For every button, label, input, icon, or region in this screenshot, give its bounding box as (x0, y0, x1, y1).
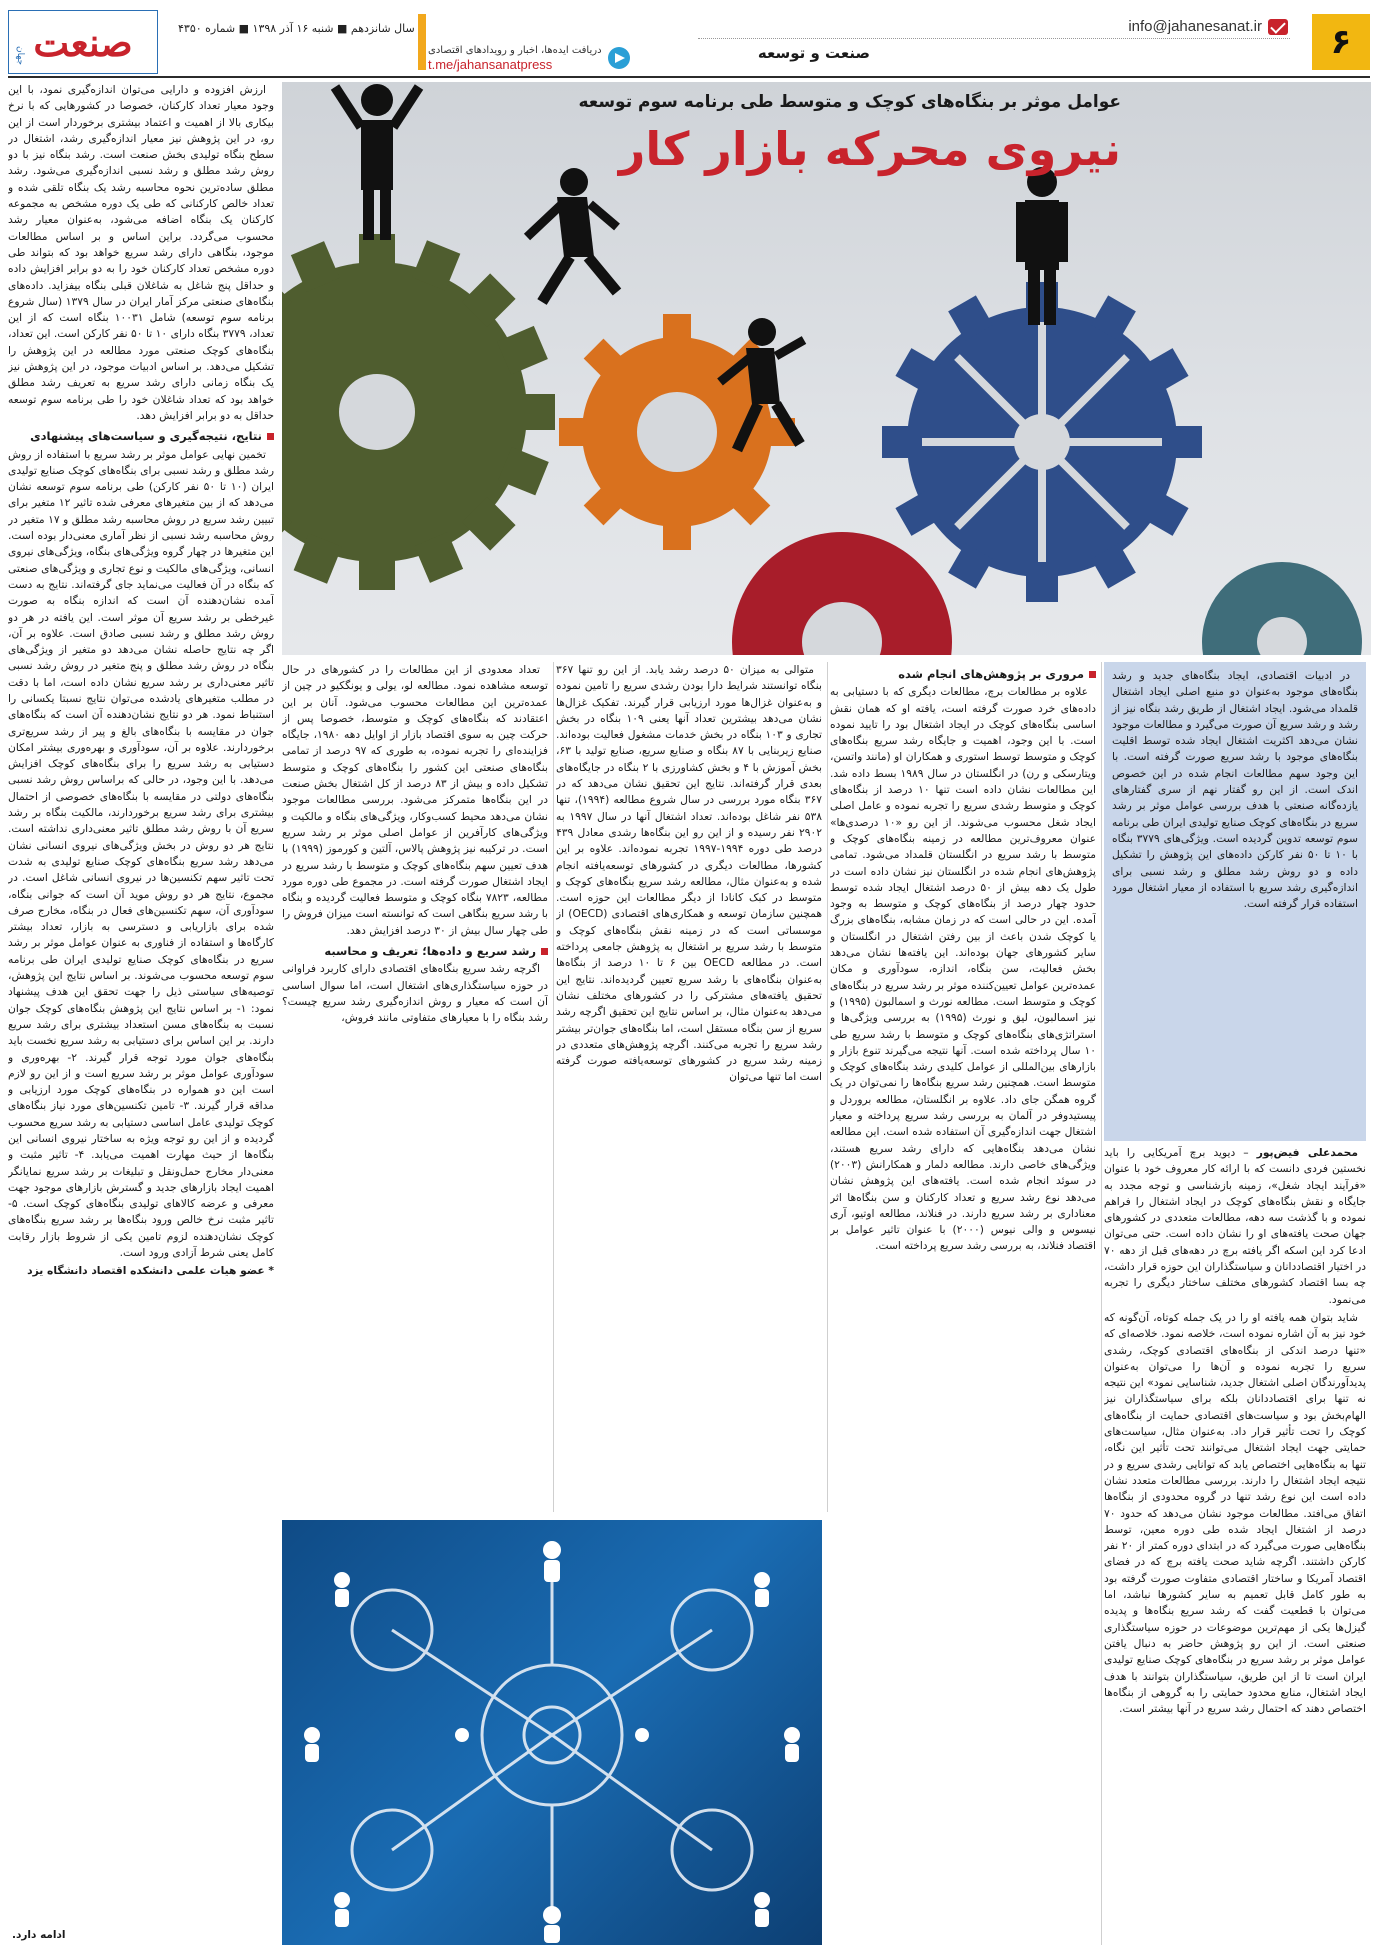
logo-subtext: جهان (15, 45, 25, 65)
column-divider (1101, 662, 1102, 1945)
column-4-text: تعداد معدودی از این مطالعات را در کشورهای در حال توسعه مشاهده نمود. مطالعه لو، یولی و یونگکیو در چین از عمده‌ترین این مطالعات محسوب می‌شود. آنان بر این اعتقادند که بنگاه‌های کوچک و متوسط، خصوصا پس از حرکت چین به سوی اقتصاد بازار از اوایل دهه ۱۹۸۰، جایگاه فزاینده‌ای را تجربه نموده، به طوری که ۹۷ درصد از تمامی بنگاه‌های صنعتی این کشور را بنگاه‌های کوچک و متوسط تشکیل داده و بیش از ۸۳ درصد از کل اشتغال بخش صنعت در این بنگاه‌ها متمرکز می‌شود. بررسی مطالعات موجود نشان می‌دهد محیط کسب‌وکار، ویژگی‌های بنگاه و مالکیت و ویژگی‌های کارآفرین از عوامل اصلی موثر بر رشد سریع است. در ترکیبه نیز پژوهش پالاس، آلتین و کورموز (۱۹۹۹) با هدف تعیین سهم بنگاه‌های کوچک و متوسط با رشد سریع در ایجاد اشتغال صورت گرفته است. در مجموع طی دوره مورد مطالعه، ۷۸۲۳ بنگاه کوچک و متوسط فعالیت گردیده و بنگاه با رشد سریع بنگاهی است که توانسته است میزان فروش را طی چهار سال بیش از ۳۰ درصد افزایش دهد. (282, 663, 548, 937)
person-icon (527, 168, 617, 302)
header-divider (698, 38, 1290, 39)
email-contact[interactable] (1128, 18, 1288, 35)
article-headline: نیروی محرکه بازار کار (618, 122, 1121, 176)
people-gears-network (282, 1520, 822, 1945)
column-4 (282, 662, 548, 1512)
network-illustration (282, 1520, 822, 1945)
article-kicker: عوامل موثر بر بنگاه‌های کوچک و متوسط طی برنامه سوم توسعه (578, 92, 1121, 112)
gear-icon (732, 532, 952, 655)
section-title: صنعت و توسعه (757, 44, 870, 62)
page-number: ۶ (1312, 14, 1370, 70)
column-4b-text: اگرچه رشد سریع بنگاه‌های اقتصادی دارای کاربرد فراوانی در حوزه سیاستگذاری‌های اشتغال است، اما سوال اساسی آن است که معیار و روش اندازه‌گیری رشد سریع چیست؟ رشد بنگاه را با معیارهای متفاوتی مانند فروش، (282, 962, 548, 1025)
column-left-text-a: ارزش افزوده و دارایی می‌توان اندازه‌گیری نمود، با این وجود معیار تعداد کارکنان، خصوصا در کشورهایی که با نرخ بیکاری بالا از اهمیت و اعتماد بیشتری برخوردار است از این رو، در این پژوهش نیز معیار اندازه‌گیری رشد، اشتغال در سطح بنگاه تولیدی بخش صنعت است. رشد بنگاه نیز با دو روش رشد مطلق و رشد نسبی اندازه‌گیری می‌شود. رشد مطلق ساده‌ترین نحوه محاسبه رشد یک بنگاه تلقی شده و تعداد خالص کارکنانی که طی یک دوره مشخص به مجموعه کارکنان یک بنگاه اضافه می‌شود، به‌عنوان معیار رشد محسوب می‌گردد. براین اساس و بر اساس مطالعات موجود، بنگاهی دارای رشد سریع خواهد بود که بتواند طی دوره مشخص تعداد کارکنان خود را به دو برابر افزایش داده و حداقل پنج شاغل به شاغلان قبلی بنگاه بیفزاید. داده‌های بنگاه‌های صنعتی مرکز آمار ایران در سال ۱۳۷۹ (سال شروع برنامه سوم توسعه) شامل ۱۰۰۳۱ بنگاه است که از این تعداد، ۳۷۷۹ بنگاه دارای ۱۰ تا ۵۰ نفر کارکن است. این تعداد، بنگاه‌های کوچک صنعتی مورد مطالعه در این پژوهش را تشکیل می‌دهد. بر اساس ادبیات موجود، در این پژوهش نیز یک بنگاه زمانی دارای رشد سریع به تعریف رشد مطلق خواهد بود که تعداد شاغلان خود را طی برنامه سوم توسعه حداقل به دو برابر افزایش دهد. (8, 83, 274, 422)
continued-note: ادامه دارد. (12, 1929, 66, 1941)
page-header (8, 8, 1370, 78)
email-text[interactable]: info@jahanesanat.ir (1128, 18, 1262, 35)
column-1: محمدعلی فیض‌پور – دیوید برچ آمریکایی را باید نخستین فردی دانست که با ارائه کار معروف خود با عنوان «فرآیند ایجاد شغل»، زمینه بازشناسی و توجه مجدد به جایگاه و نقش بنگاه‌های کوچک در ایجاد اشتغال را فراهم نموده و با گذشت سه دهه، مطالعات متعددی در کشورهای جهان صحت یافته‌های او را نشان داده است. حتی می‌توان ادعا کرد این اسکه اگر یافته برچ در دهه‌های قبل از دهه ۷۰ در اختیار اقتصاددانان و سیاستگذاران این حوزه قرار داشت، چه بسا اقتصاد کشورهای مختلف ساختار دیگری را تجربه می‌نمود. شاید بتوان همه یافته او را در یک جمله کوتاه، آن‌گونه که خود نیز به آن اشاره نموده است، خلاصه نمود. خلاصه‌ای که «تنها درصد اندکی از بنگاه‌های اقتصادی کوچک، رشدی سریع را تجربه نموده و آن‌ها را می‌توان به‌عنوان پدیدآورندگان اصلی اشتغال جدید، شناسایی نمود» این نتیجه نه تنها برای اقتصاددانان بلکه برای سیاستگذاران نیز الهام‌بخش بود و سیاست‌های اقتصادی حمایت از بنگاه‌های کوچک را تحت تأثیر قرار داد. به‌عنوان مثال، سیاست‌های حمایتی جهت ایجاد اشتغال می‌توانند تحت تأثیر این نگاه، تنها به بنگاه‌هایی اختصاص یابد که توانایی رشدی سریع و در نتیجه ایجاد اشتغال را دارند. بررسی مطالعات متعدد نشان داده است این نوع رشد تنها در گروه محدودی از بنگاه‌ها اتفاق می‌افتد. مطالعات موجود نشان می‌دهد که حدود ۷۰ درصد از اشتغال ایجاد شده طی دوره معین، توسط بنگاه‌هایی صورت می‌گیرد که در ابتدای دوره کمتر از ۲۰ نفر کارکن داشتند. اگرچه شاید صحت یافته برچ که در فضای اقتصاد آمریکا و ساختار اقتصادی متفاوت صورت گرفته بود به طور کامل قابل تعمیم به سایر کشورها نباشد، اما می‌توان با قطعیت گفت که رشد سریع بنگاه‌ها و پدیده گیزل‌ها یکی از مهم‌ترین موضوعات در حوزه سیاستگذاری صنعتی است. از این رو پژوهش حاضر به دنبال یافتن عوامل موثر بر رشد سریع در بنگاه‌های کوچک صنایع تولیدی ایران است تا از این طریق، سیاستگذاران بتوانند با هدف ایجاد اشتغال، منابع محدود حمایتی را به گروهی از بنگاه‌ها اختصاص دهند که احتمال رشد سریع در آنها بیشتر است. (1104, 1145, 1366, 1945)
column-3-text: متوالی به میزان ۵۰ درصد رشد یابد. از این رو تنها ۳۶۷ بنگاه توانستند شرایط دارا بودن رشدی سریع را تامین نموده و به‌عنوان غزال‌ها مورد ارزیابی قرار گیرند. تفکیک غزال‌ها نشان می‌دهد بیشترین تعداد آنها یعنی ۱۰۹ بنگاه در بخش تجاری و ۱۰۳ بنگاه در بخش خدمات مشغول فعالیت بوده‌اند. صنایع زیربنایی با ۸۷ بنگاه و صنایع سریع، صنایع تولید با ۶۳، بخش آموزش با ۴ و بخش کشاورزی با ۲ بنگاه در جایگاه‌های بعدی قرار گرفته‌اند. نتایج این تحقیق نشان می‌دهد که در ۳۶۷ بنگاه مورد بررسی در سال شروع مطالعه (۱۹۹۴)، تنها ۵۳۸ نفر شاغل بوده‌اند. تعداد اشتغال آنها در سال ۱۹۹۷ به ۲۹۰۲ نفر رسیده و از این رو این بنگاه‌ها رشدی معادل ۴۳۹ درصد طی دوره ۱۹۹۴-۱۹۹۷ تجربه نموده‌اند. علاوه بر این کشورها، مطالعات دیگری در کشورهای توسعه‌یافته انجام شده و به‌عنوان مثال، مطالعه رشد سریع بنگاه‌های کوچک و متوسط در کبک کانادا از دیگر مطالعات این حوزه است. همچنین سازمان توسعه و همکاری‌های اقتصادی (OECD) از موسساتی است که در زمینه نقش بنگاه‌های کوچک و متوسط با رشد سریع بر اشتغال به پژوهش جامعی پرداخته است. در مطالعه OECD بین ۶ تا ۱۰ درصد از بنگاه‌ها به‌عنوان بنگاه‌های با رشد سریع تعیین گردیده‌اند. نتایج این تحقیق یافته‌های مشترکی را در کشورهای مختلف نشان می‌دهد به‌عنوان مثال، بر اساس نتایج این تحقیق اگرچه رشد سریع از سن بنگاه مستقل است، اما بنگاه‌های جوان‌تر بیشتر رشد سریع را تجربه می‌کنند. اگرچه پژوهش‌های متعددی در زمینه رشد سریع در کشورهای توسعه‌یافته صورت گرفته است اما تنها می‌توان (556, 663, 822, 1084)
red-square-icon (267, 433, 274, 440)
column-3 (556, 662, 822, 1512)
intro-paragraph: در ادبیات اقتصادی، ایجاد بنگاه‌های جدید و رشد بنگاه‌های موجود به‌عنوان دو منبع اصلی ایجاد اشتغال قلمداد می‌شود. ایجاد اشتغال از طریق رشد بنگاه نیز از رشد و رشد سریع آن صورت می‌گیرد و مطالعات موجود نشان می‌دهد اکثریت اشتغال ایجاد شده توسط اقلیت بنگاه‌های موجود با رشد سریع صورت گرفته است. با این وجود سهم مطالعات انجام شده در این خصوص اندک است. از این رو گفتار نهم از سری گفتارهای یازده‌گانه صنعتی با هدف بررسی عوامل موثر بر رشد سریع در بنگاه‌های کوچک صنایع تولیدی ایران طی برنامه سوم توسعه تدوین گردیده است. ویژگی‌های ۳۷۷۹ بنگاه با ۱۰ تا ۵۰ نفر کارکن داده‌های این پژوهش را تشکیل داده و دو روش رشد مطلق و رشد نسبی برای اندازه‌گیری رشد سریع با استفاده از معیار اشتغال مورد استفاده قرار گرفته است. (1112, 669, 1358, 911)
column-left (8, 82, 274, 1944)
issue-info: سال شانزدهم ■ شنبه ۱۶ آذر ۱۳۹۸ ■ شماره ۴۳۵۰ (178, 22, 415, 35)
intro-box (1104, 662, 1366, 1141)
telegram-promo[interactable] (428, 44, 630, 72)
author-name: محمدعلی فیض‌پور (1256, 1146, 1358, 1159)
subheading-results: نتایج، نتیجه‌گیری و سیاست‌های پیشنهادی (8, 428, 274, 444)
telegram-caption: دریافت ایده‌ها، اخبار و رویدادهای اقتصادی (428, 45, 602, 56)
subheading-method: رشد سریع و داده‌ها؛ تعریف و محاسبه (282, 943, 548, 959)
red-square-icon (1089, 671, 1096, 678)
red-square-icon (541, 948, 548, 955)
telegram-link[interactable]: t.me/jahansanatpress (428, 57, 553, 72)
column-left-text-b: تخمین نهایی عوامل موثر بر رشد سریع با استفاده از روش رشد مطلق و رشد نسبی برای بنگاه‌های کوچک صنایع تولیدی ایران (۱۰ تا ۵۰ نفر کارکن) طی برنامه سوم توسعه نشان می‌دهد که از بین متغیرهای معرفی شده تاثیر ۱۲ متغیر برای تبیین رشد سریع در روش محاسبه رشد مطلق و ۱۷ متغیر در روش محاسبه رشد نسبی از نظر آماری معنی‌دار بوده است. این متغیرها در چهار گروه ویژگی‌های بنگاه، ویژگی‌های نیروی انسانی، ویژگی‌های مالکیت و نوع تجاری و ویژگی‌های صنعتی که بنگاه در آن فعالیت می‌نماید جای گرفته‌اند. نتایج به دست آمده نشان‌دهنده آن است که اندازه بنگاه به صورت غیرخطی بر رشد سریع آن موثر است. این یافته در هر دو روش رشد مطلق و رشد نسبی صادق است. علاوه بر آن، اگر چه نتایج حاصله نشان می‌دهد دو متغیر از ویژگی‌های بنگاه در روش رشد مطلق و پنج متغیر در روش رشد نسبی تاثیر معنی‌داری بر رشد سریع نشان داده است، اما با دقت در مطلب متغیرهای یادشده می‌توان نتایج نسبتا یکسانی را استنباط نمود. هر دو نتایج نشان‌دهنده آن است که بنگاه‌های جوان در مقایسه با بنگاه‌های بالغ و پیر از رشد سریع‌تری برخوردارند. علاوه بر آن، سودآوری و بهره‌وری بیشتر امکان دستیابی به رشد سریع را برای بنگاه‌های کوچک افزایش می‌دهد. با این وجود، در حالی که براساس روش رشد نسبی بنگاه‌های دولتی در مقایسه با بنگاه‌های خصوصی از احتمال بیشتری برای رشد سریع برخوردارند، مالکیت بنگاه بر رشد سریع آن با روش رشد مطلق تاثیر معنی‌داری نداشته است. نتایج هر دو روش در بخش ویژگی‌های نیروی انسانی نشان می‌دهد رشد سریع بنگاه‌های کوچک صنایع تولیدی به شدت تحت تاثیر سهم تکنسین‌ها در نیروی انسانی شاغل است. در مجموع، نتایج هر دو روش موید آن است که جوانی بنگاه، سودآوری آن، سهم تکنسین‌های فعال در بنگاه، مخارج صرف شده برای بازاریابی و دسترسی به بازار، تعداد بیشتر کارگاه‌ها و استفاده از فناوری به عنوان عوامل موثر بر رشد سریع در بنگاه‌های کوچک صنایع تولیدی ایران طی برنامه سوم توسعه محسوب می‌شوند. بر اساس نتایج این پژوهش، توصیه‌های سیاستی ذیل را جهت تحقق این هدف پیشنهاد نمود: ۱- بر اساس نتایج این پژوهش بنگاه‌های کوچک جوان نسبت به بنگاه‌های مسن استعداد بیشتری برای رشد سریع دارند. بر این اساس برای دستیابی به رشد سریع نخست باید بنگاه‌های جوان مورد توجه قرار گیرند. ۲- بهره‌وری و سودآوری عوامل موثر بر رشد سریع است و از این رو لازم است این دو همواره در بنگاه‌های کوچک مورد ارزیابی و مداقه قرار گیرند. ۳- تامین تکنسین‌های مورد نیاز بنگاه‌های کوچک تولیدی عامل اساسی دستیابی به رشد سریع محسوب گردیده و از این رو توجه ویژه به ساختار نیروی انسانی این بنگاه‌ها از حیث مهارت اهمیت می‌یابد. ۴- تاثیر مثبت و معنی‌دار مخارج حمل‌ونقل و تبلیغات بر رشد سریع نمایانگر اهمیت ایجاد بازارهای جدید و گسترش بازارهای موجود جهت معرفی و عرضه کالاهای تولیدی بنگاه‌های کوچک است. ۵- تاثیر مثبت نرخ خالص ورود بنگاه‌ها بر رشد سریع بنگاه‌های کوچک نشان‌دهنده لزوم تامین یکی از شروط بازار رقابت کامل یعنی شرط آزادی ورود است. (8, 447, 274, 1260)
subheading-review: مروری بر پژوهش‌های انجام شده (830, 666, 1096, 682)
hero-illustration (282, 82, 1371, 655)
logo-wordmark: صنعت (33, 19, 133, 65)
column-1-text: شاید بتوان همه یافته او را در یک جمله کوتاه، آن‌گونه که خود نیز به آن اشاره نموده است، خلاصه نمود. خلاصه‌ای که «تنها درصد اندکی از بنگاه‌های اقتصادی کوچک، رشدی سریع را تجربه نموده و آن‌ها را می‌توان به‌عنوان پدیدآورندگان اصلی اشتغال جدید، شناسایی نمود» این نتیجه نه تنها برای اقتصاددانان بلکه برای سیاستگذاران نیز الهام‌بخش بود و سیاست‌های اقتصادی حمایت از بنگاه‌های کوچک را تحت تأثیر قرار داد. به‌عنوان مثال، سیاست‌های حمایتی جهت ایجاد اشتغال می‌توانند تحت تأثیر این نگاه، تنها به بنگاه‌هایی اختصاص یابد که توانایی رشدی سریع و در نتیجه ایجاد اشتغال را دارند. بررسی مطالعات متعدد نشان داده است این نوع رشد تنها در گروه محدودی از بنگاه‌ها اتفاق می‌افتد. مطالعات موجود نشان می‌دهد که حدود ۷۰ درصد از اشتغال ایجاد شده طی دوره معین، توسط بنگاه‌هایی صورت می‌گیرد که در ابتدای دوره کمتر از ۲۰ نفر کارکن داشتند. اگرچه شاید صحت یافته برچ که در فضای اقتصاد آمریکا و ساختار اقتصادی متفاوت صورت گرفته بود به طور کامل قابل تعمیم به سایر کشورها نباشد، اما می‌توان با قطعیت گفت که رشد سریع بنگاه‌ها و پدیده گیزل‌ها یکی از مهم‌ترین موضوعات در حوزه سیاستگذاری صنعتی است. از این رو پژوهش حاضر به دنبال یافتن عوامل موثر بر رشد سریع در بنگاه‌های کوچک صنایع تولیدی ایران است تا از این طریق، سیاستگذاران بتوانند با هدف ایجاد اشتغال، منابع محدود حمایتی را به گروهی از بنگاه‌ها اختصاص دهند که احتمال رشد سریع در آنها بیشتر است. (1104, 1310, 1366, 1716)
article-lead-text: دیوید برچ آمریکایی را باید نخستین فردی دانست که با ارائه کار معروف خود با عنوان «فرآیند ایجاد شغل»، زمینه بازشناسی و توجه مجدد به جایگاه و نقش بنگاه‌های کوچک در ایجاد اشتغال را فراهم نموده و با گذشت سه دهه، مطالعات متعددی در کشورهای جهان صحت یافته‌های او را نشان داده است. حتی می‌توان ادعا کرد این اسکه اگر یافته برچ در دهه‌های قبل از دهه ۷۰ در اختیار اقتصاددانان و سیاستگذاران این حوزه قرار داشت، چه بسا اقتصاد کشورهای مختلف ساختار دیگری را تجربه می‌نمود. (1104, 1146, 1366, 1306)
masthead-accent-bar (418, 14, 426, 70)
column-divider (827, 662, 828, 1512)
telegram-icon (608, 47, 630, 69)
gear-icon (282, 234, 555, 590)
gear-icon (1202, 562, 1362, 655)
newspaper-logo[interactable] (8, 10, 158, 74)
person-icon (335, 84, 419, 240)
envelope-icon (1268, 19, 1288, 35)
column-2-text: علاوه بر مطالعات برچ، مطالعات دیگری که با دستیابی به داده‌های خرد صورت گرفته است، یافته او که همان نقش اساسی بنگاه‌های کوچک در ایجاد اشتغال بود را تایید نموده است. با این وجود، اهمیت و جایگاه رشد سریع بنگاه‌های کوچک و متوسط توسط استوری و همکاران او (مانند واتسن، ویتارسکی و رن) در انگلستان در سال ۱۹۸۹ بسط داده شد. این مطالعات نشان داده است تنها ۱۰ درصد از بنگاه‌های کوچک و متوسط رشدی سریع را تجربه نموده و عامل اصلی ایجاد شغل محسوب می‌شوند. از این رو «۱۰ درصدی‌ها» عنوان معروف‌ترین مطالعه در زمینه بنگاه‌های کوچک و متوسط با رشد سریع در انگلستان قلمداد می‌شود. تمامی پژوهش‌های انجام شده در انگلستان نیز نشان داده است در طول یک دهه بیش از ۵۰ درصد اشتغال ایجاد شده توسط حدود چهار درصد از بنگاه‌های کوچک و متوسط به وجود آمده. این در حالی است که در زمان مشابه، بنگاه‌های بزرگ یا کوچک شدن باعث از بین رفتن اشتغال در انگلستان و سایر کشورهای جهان بوده‌اند. این یافته‌ها نشان می‌دهد بخش فعالیت، سن بنگاه، اندازه، سودآوری و مکان عمده‌ترین عوامل تعیین‌کننده موثر بر رشد سریع در بنگاه‌های کوچک و متوسط است. مطالعه نورث و اسمالبون (۱۹۹۵) و نیز اسمالبون، لیق و نورث (۱۹۹۵) به بررسی ویژگی‌ها و استراتژی‌های بنگاه‌های کوچک و متوسط با رشد سریع طی ۱۰ سال پرداخته شده است. آنها نتیجه می‌گیرند تنوع بازار و بازارهای بین‌المللی از عوامل کلیدی رشد بنگاه‌های کوچک و متوسط است. همچنین رشد سریع بنگاه‌ها را نمی‌توان در یک گروه همگن جای داد. علاوه بر انگلستان، مطالعه بروردل و پیستیدوفر در آلمان به بررسی رشد سریع پرداخته و معیار اشتغال جهت اندازه‌گیری آن استفاده شده است. این مطالعه نشان می‌دهد بنگاه‌هایی که دارای رشد سریع هستند، ویژگی‌های خاصی دارند. مطالعه دلمار و همکارانش (۲۰۰۳) در سوئد انجام شده است. یافته‌های این پژوهش نشان می‌دهد نوع رشد سریع و تعداد کارکنان و سن بنگاه‌ها اثر معناداری بر رشد سریع دارند. در فنلاند، مطالعه اوتیو، آری نیسوس و والی نیوس (۲۰۰۰) با عنوان تاثیر عوامل بر اقتصاد فنلاند، به بررسی رشد سریع پرداخته است. (830, 685, 1096, 1253)
gear-icon (882, 282, 1202, 602)
column-divider (553, 662, 554, 1512)
column-2 (830, 662, 1096, 1945)
author-footnote: * عضو هیات علمی دانشکده اقتصاد دانشگاه یزد (27, 1264, 274, 1278)
